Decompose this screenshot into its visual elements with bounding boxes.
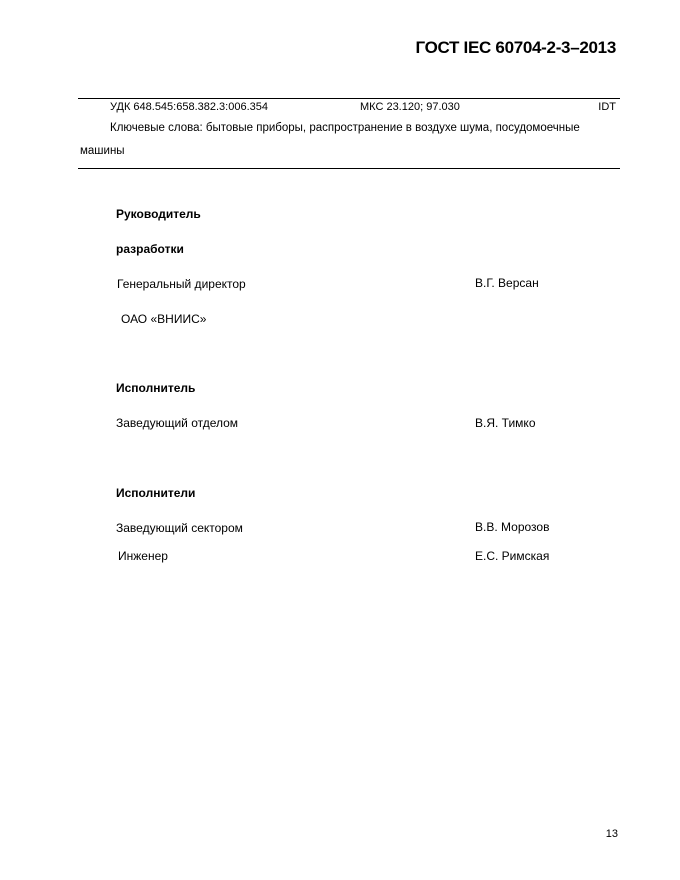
leader-heading-line-2: разработки — [116, 242, 184, 256]
executors-row-position: Заведующий сектором — [116, 521, 243, 535]
executors-row-name: В.В. Морозов — [475, 520, 550, 534]
equivalence-code: IDT — [598, 101, 616, 113]
executor-position: Заведующий отделом — [116, 416, 239, 430]
executor-name: В.Я. Тимко — [475, 416, 536, 430]
keywords-line-2: машины — [80, 145, 125, 157]
executor-heading: Исполнитель — [116, 381, 196, 395]
leader-name: В.Г. Версан — [475, 276, 539, 290]
page-number: 13 — [605, 828, 618, 840]
bottom-rule — [78, 168, 620, 169]
leader-heading-line-1: Руководитель — [116, 207, 201, 221]
executors-row-position: Инженер — [118, 549, 168, 563]
standard-code: ГОСТ IEC 60704-2-3–2013 — [415, 38, 616, 57]
leader-organization: ОАО «ВНИИС» — [121, 312, 207, 326]
mks-code: МКС 23.120; 97.030 — [360, 101, 460, 113]
keywords-line-1: Ключевые слова: бытовые приборы, распространение в воздухе шума, посудомоечные — [110, 122, 580, 134]
executors-heading: Исполнители — [116, 486, 196, 500]
top-rule — [78, 98, 620, 99]
executors-row-name: Е.С. Римская — [475, 549, 550, 563]
udk-code: УДК 648.545:658.382.3:006.354 — [110, 101, 268, 113]
leader-position: Генеральный директор — [117, 277, 246, 291]
